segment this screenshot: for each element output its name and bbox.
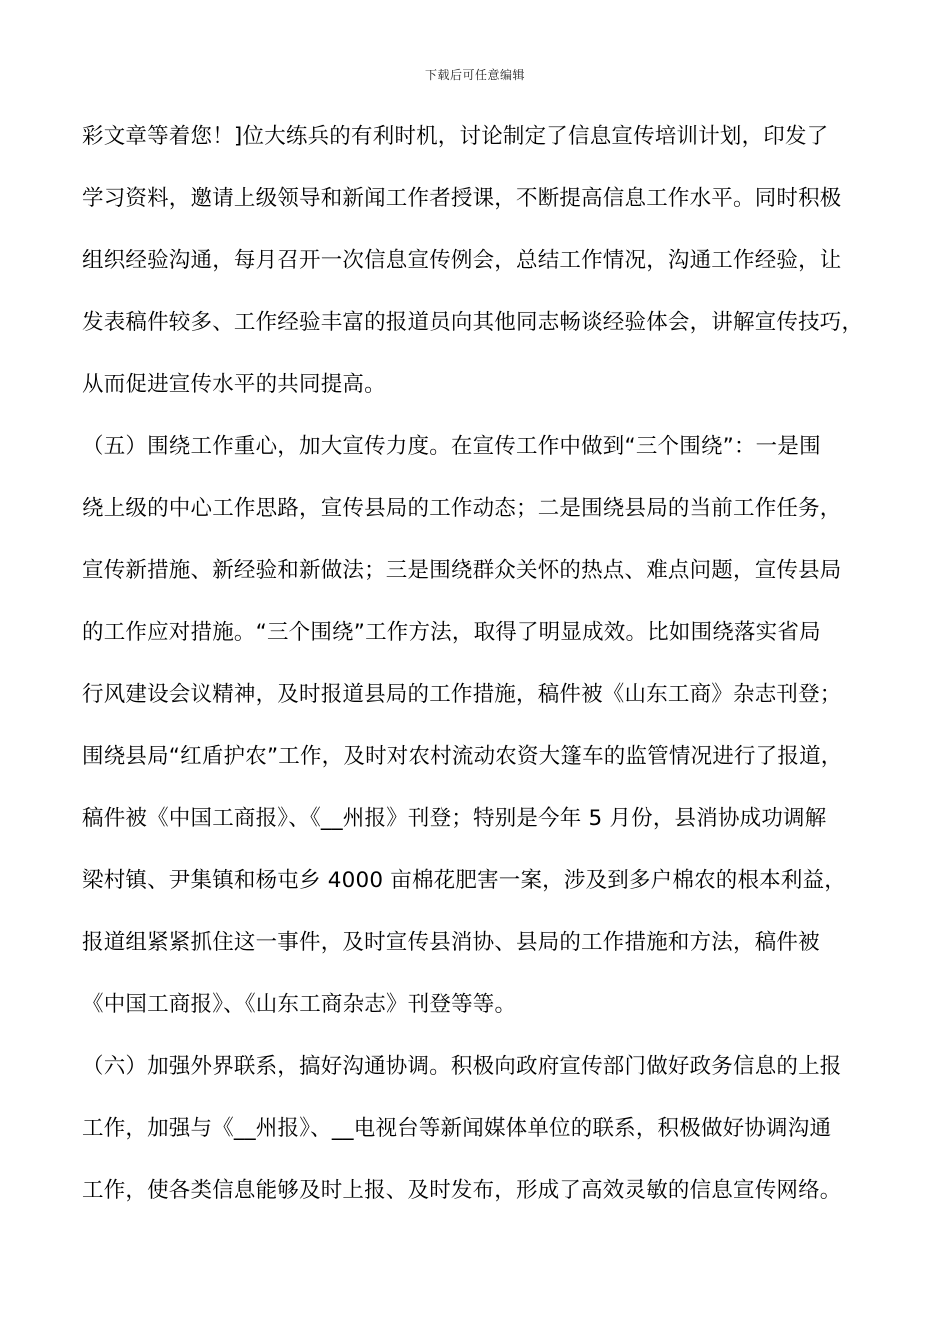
section-heading-line: （五）围绕工作重心，加大宣传力度。在宣传工作中做到“三个围绕”：一是围: [82, 434, 821, 459]
text-line: 彩文章等着您！]位大练兵的有利时机，讨论制定了信息宣传培训计划，印发了: [82, 124, 829, 149]
text-line: 绕上级的中心工作思路，宣传县局的工作动态；二是围绕县局的当前工作任务，: [82, 496, 842, 521]
text-line: 宣传新措施、新经验和新做法；三是围绕群众关怀的热点、难点问题，宣传县局: [82, 558, 842, 583]
document-body: [82, 112, 882, 1228]
text-line: 稿件被《中国工商报》、《__州报》刊登；特别是今年 5 月份，县消协成功调解: [82, 806, 827, 831]
text-line: 围绕县局“红盾护农”工作，及时对农村流动农资大篷车的监管情况进行了报道，: [82, 744, 843, 769]
text-line: 发表稿件较多、工作经验丰富的报道员向其他同志畅谈经验体会，讲解宣传技巧，: [82, 310, 864, 335]
text-line: 的工作应对措施。“三个围绕”工作方法，取得了明显成效。比如围绕落实省局: [82, 620, 821, 645]
text-line: 梁村镇、尹集镇和杨屯乡 4000 亩棉花肥害一案，涉及到多户棉农的根本利益，: [82, 868, 846, 893]
section-heading-line: （六）加强外界联系，搞好沟通协调。积极向政府宣传部门做好政务信息的上报: [82, 1054, 842, 1079]
text-line: 从而促进宣传水平的共同提高。: [82, 372, 386, 397]
text-line: 工作，加强与《__州报》、__电视台等新闻媒体单位的联系，积极做好协调沟通: [82, 1116, 832, 1141]
text-line: 报道组紧紧抓住这一事件，及时宣传县消协、县局的工作措施和方法，稿件被: [82, 930, 820, 955]
text-line: 行风建设会议精神，及时报道县局的工作措施，稿件被《山东工商》杂志刊登；: [82, 682, 842, 707]
text-line: 组织经验沟通，每月召开一次信息宣传例会，总结工作情况，沟通工作经验，让: [82, 248, 842, 273]
text-line: 《中国工商报》、《山东工商杂志》刊登等等。: [82, 992, 517, 1017]
page-header-note: 下载后可任意编辑: [424, 68, 525, 82]
text-line: 工作，使各类信息能够及时上报、及时发布，形成了高效灵敏的信息宣传网络。: [82, 1178, 842, 1203]
text-line: 学习资料，邀请上级领导和新闻工作者授课，不断提高信息工作水平。同时积极: [82, 186, 842, 211]
